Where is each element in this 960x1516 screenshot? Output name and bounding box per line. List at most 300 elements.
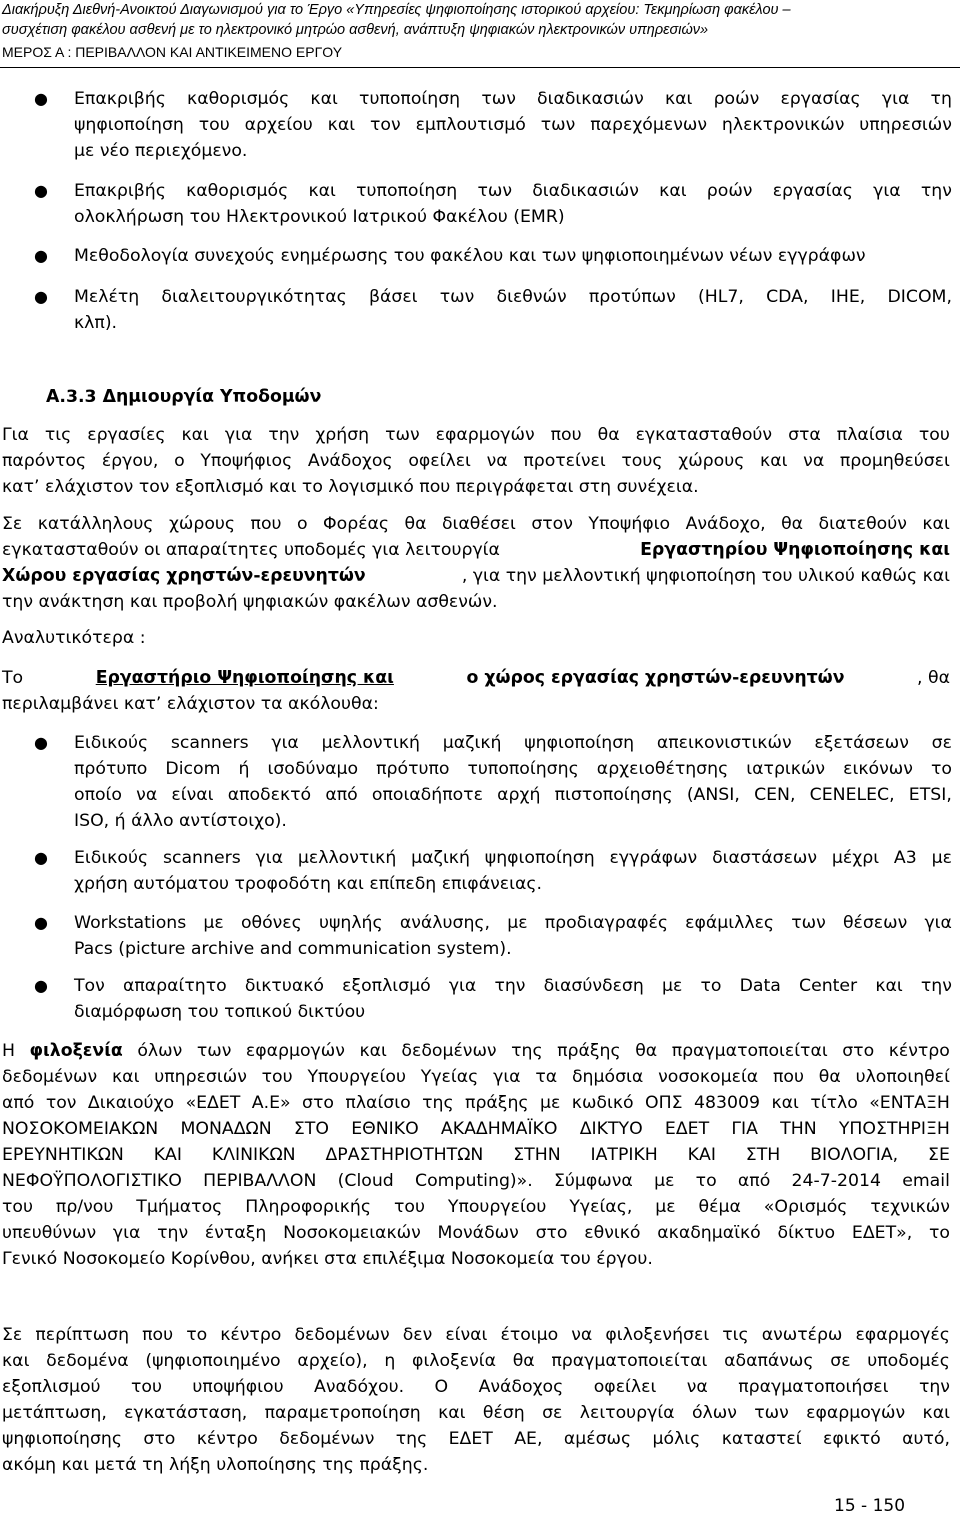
word: ο — [297, 514, 308, 534]
word: Center — [799, 976, 858, 996]
word: σε — [830, 1351, 851, 1371]
list-item-line: χρήση αυτόματου τροφοδότη και επίπεδη επιφάνειας. — [74, 874, 542, 894]
word: μέχρι — [831, 848, 880, 868]
word: καθορισμός — [186, 181, 289, 201]
bullet-icon: ● — [34, 733, 48, 752]
word: ΝΕΦΟΫΠΟΛΟΓΙΣΤΙΚΟ — [2, 1171, 182, 1191]
word: αυτό, — [902, 1429, 950, 1449]
word: στο — [143, 1429, 176, 1449]
word: προτείνει — [523, 451, 606, 471]
word: οποίο — [74, 785, 122, 805]
word: χρήση — [315, 425, 370, 445]
paragraph-hosting — [2, 1038, 950, 1272]
word: δεδομένων — [401, 1041, 497, 1061]
word: της — [395, 1429, 428, 1449]
word: του — [918, 425, 950, 445]
word: τυποποίηση — [356, 181, 458, 201]
word: δεδομένων — [279, 1429, 375, 1449]
word: στο — [535, 1223, 568, 1243]
paragraph-line — [2, 1322, 950, 1348]
word: Νοσοκομειακών — [283, 1223, 421, 1243]
word: (Cloud — [337, 1171, 394, 1191]
word: (ψηφιοποιημένο — [145, 1351, 281, 1371]
workspace-title: ο χώρος εργασίας χρηστών-ερευνητών — [466, 668, 845, 688]
paragraph-line: την ανάκτηση και προβολή ψηφιακών φακέλων ασθενών. — [2, 592, 498, 612]
word: Αναδόχου. — [314, 1377, 405, 1397]
word: που — [773, 1067, 804, 1087]
word: και — [771, 1093, 799, 1113]
word: αρχείου — [244, 115, 313, 135]
list-item-line: με νέο περιεχόμενο. — [74, 141, 248, 161]
list-item — [34, 284, 952, 336]
word: πραγματοποιείται — [671, 1041, 828, 1061]
word: για — [924, 913, 952, 933]
word: ΕΔΕΤ — [448, 1429, 493, 1449]
word: που — [550, 425, 582, 445]
paragraph-line — [2, 422, 950, 448]
word: ένταξη — [204, 1223, 267, 1243]
list-item — [34, 973, 952, 1025]
word: θα — [818, 1067, 841, 1087]
word: περίπτωση — [35, 1325, 130, 1345]
word: ΣΕ — [928, 1145, 950, 1165]
word: «Ορισμός — [763, 1197, 848, 1217]
hosting-start: Η — [2, 1041, 15, 1061]
word: είναι — [445, 1325, 488, 1345]
word: εργασίας — [780, 89, 861, 109]
word: ροών — [713, 89, 760, 109]
bullet-icon: ● — [34, 89, 48, 108]
word: υπηρεσιών — [154, 1067, 247, 1087]
word: ΓΙΑ — [731, 1119, 758, 1139]
word: (HL7, — [698, 287, 744, 307]
word: θέσεων — [842, 913, 908, 933]
word: παρόντος — [2, 451, 87, 471]
word: προμηθεύσει — [839, 451, 950, 471]
word: με — [203, 913, 224, 933]
word: Μελέτη — [74, 287, 140, 307]
word: υπηρεσιών — [859, 115, 952, 135]
list-item-line — [74, 284, 952, 310]
word: να — [136, 785, 158, 805]
word: ψηφιοποίηση — [524, 733, 635, 753]
word: και — [359, 1041, 387, 1061]
word: ΣΤΗ — [745, 1145, 781, 1165]
word: στα — [788, 425, 821, 445]
word: Ανάδοχο, — [685, 514, 766, 534]
list-item — [34, 730, 952, 834]
bullet-icon: ● — [34, 913, 48, 932]
word: Ο — [434, 1377, 449, 1397]
word: ΔΡΑΣΤΗΡΙΟΤΗΤΩΝ — [325, 1145, 484, 1165]
word: δημόσια — [571, 1067, 644, 1087]
word: εξοπλισμού — [2, 1377, 101, 1397]
word: θέση — [482, 1403, 525, 1423]
word: θα — [781, 514, 804, 534]
word: με — [661, 976, 683, 996]
word: ακαδημαϊκό — [657, 1223, 761, 1243]
paragraph-line — [2, 1142, 950, 1168]
word: πρότυπο — [74, 759, 148, 779]
word: των — [540, 115, 576, 135]
word: χώρους — [168, 514, 236, 534]
bullet-icon: ● — [34, 181, 48, 200]
word: παραμετροποίηση — [264, 1403, 421, 1423]
word: αρχή — [497, 785, 541, 805]
word: και — [308, 181, 336, 201]
word: πιστοποίησης — [554, 785, 673, 805]
section-title: Δημιουργία Υποδομών — [102, 387, 322, 407]
word: Επακριβής — [74, 181, 166, 201]
word: διαδικασιών — [532, 181, 639, 201]
word: με — [507, 913, 528, 933]
word: ΣΤΗΝ — [513, 1145, 561, 1165]
word: την — [157, 1223, 189, 1243]
list-item-line: ISO, ή άλλο αντίστοιχο). — [74, 811, 287, 831]
word: του — [131, 1377, 162, 1397]
word: η — [384, 1351, 396, 1371]
word: Τμήματος — [136, 1197, 223, 1217]
word: μελλοντική — [297, 848, 397, 868]
word: ΜΟΝΑΔΩΝ — [180, 1119, 272, 1139]
word: υψηλής — [318, 913, 383, 933]
word: πραγματοποιείται — [551, 1351, 708, 1371]
word: εφάμιλλες — [685, 913, 775, 933]
word: διεθνών — [496, 287, 567, 307]
paragraph-line — [2, 1194, 950, 1220]
word: στον — [531, 514, 573, 534]
word: αδαπάνως — [724, 1351, 814, 1371]
word: της — [422, 1093, 454, 1113]
word: δεδομένα — [46, 1351, 129, 1371]
word: διατεθούν — [818, 514, 907, 534]
word: το — [928, 1223, 950, 1243]
word: το — [695, 1171, 717, 1191]
word: ΟΠΣ — [645, 1093, 683, 1113]
paragraph-line — [2, 1220, 950, 1246]
word: την — [920, 976, 952, 996]
word: πλαίσιο — [345, 1093, 411, 1113]
word: το — [186, 1325, 208, 1345]
word: δεδομένων — [2, 1067, 98, 1087]
page-header — [2, 0, 958, 62]
list-item-line — [74, 730, 952, 756]
word: Τον — [74, 976, 105, 996]
word: δεδομένων — [294, 1325, 390, 1345]
word: με — [539, 1093, 561, 1113]
word: πλαίσια — [836, 425, 903, 445]
word: scanners — [170, 733, 249, 753]
word: ο — [174, 451, 185, 471]
word: και — [659, 181, 687, 201]
word: εφαρμογών — [435, 425, 535, 445]
word: να — [803, 451, 825, 471]
list-item-line — [74, 845, 952, 871]
word: της — [511, 1041, 543, 1061]
word: υπευθύνων — [2, 1223, 97, 1243]
word: και — [922, 1403, 950, 1423]
word: διαδικασιών — [537, 89, 644, 109]
word: Δικαιούχο — [87, 1093, 175, 1113]
paragraph-line: Γενικό Νοσοκομείο Κορίνθου, ανήκει στα επιλέξιμα Νοσοκομεία του έργου. — [2, 1249, 653, 1269]
word: με — [931, 848, 952, 868]
paragraph-line — [2, 1426, 950, 1452]
word: θα — [512, 1351, 535, 1371]
word: κωδικό — [571, 1093, 634, 1113]
word: μαζική — [442, 733, 502, 753]
infra-text: εγκατασταθούν οι απαραίτητες υποδομές για λειτουργία — [2, 540, 500, 560]
word: DICOM, — [887, 287, 952, 307]
word: 483009 — [694, 1093, 760, 1113]
word: ροών — [706, 181, 753, 201]
list-item-line: διαμόρφωση του τοπικού δικτύου — [74, 1002, 366, 1022]
word: ΑΕ, — [514, 1429, 543, 1449]
lab-intro-start: Το — [2, 668, 24, 688]
word: ιατρικών — [746, 759, 826, 779]
word: Ειδικούς — [74, 733, 149, 753]
word: απεικονιστικών — [656, 733, 792, 753]
header-line-2: συσχέτιση φακέλου ασθενή με το ηλεκτρονικό μητρώο ασθενή, ανάπτυξη ψηφιακών ηλεκτρονικών υπηρεσιών» — [2, 22, 709, 38]
word: των — [791, 913, 826, 933]
word: υποδομές — [867, 1351, 950, 1371]
word: και — [664, 89, 693, 109]
list-item-line: κλπ). — [74, 313, 118, 333]
word: μελλοντική — [321, 733, 420, 753]
word: Υποψήφιος — [200, 451, 293, 471]
word: διαθέσει — [441, 514, 516, 534]
word: για — [448, 976, 477, 996]
word: τη — [930, 89, 952, 109]
paragraph-line: κατ’ ελάχιστον τον εξοπλισμό και το λογισμικό που περιγράφεται στη συνέχεια. — [2, 477, 699, 497]
paragraph-line: περιλαμβάνει κατ’ ελάχιστον τα ακόλουθα: — [2, 694, 379, 714]
workspace-name: Χώρου εργασίας χρηστών-ερευνητών — [2, 566, 366, 586]
section-number: Α.3.3 — [46, 387, 97, 407]
word: εξοπλισμό — [342, 976, 431, 996]
word: για — [112, 1223, 141, 1243]
word: τυποποίηση — [359, 89, 461, 109]
word: ψηφιοποίηση — [74, 115, 184, 135]
word: που — [142, 1325, 174, 1345]
word: που — [250, 514, 282, 534]
bullet-icon: ● — [34, 246, 48, 265]
word: τυποποίησης — [467, 759, 579, 779]
paragraph-line — [2, 1400, 950, 1426]
infra-text: , για την μελλοντική ψηφιοποίηση του υλικού καθώς και — [461, 566, 950, 586]
word: θέμα — [698, 1197, 741, 1217]
word: ΒΙΟΛΟΓΙΑ, — [810, 1145, 899, 1165]
lab-title-underlined: Εργαστήριο Ψηφιοποίησης και — [95, 668, 394, 688]
word: Υγείας — [420, 1067, 479, 1087]
paragraph-line — [2, 1168, 950, 1194]
word: φιλοξενήσει — [605, 1325, 710, 1345]
word: εθνικό — [584, 1223, 641, 1243]
word: να — [686, 1377, 708, 1397]
word: στο — [302, 1093, 334, 1113]
word: ψηφιοποίησης — [2, 1429, 122, 1449]
word: και — [922, 514, 950, 534]
word: οθόνες — [240, 913, 302, 933]
paragraph-line — [2, 1116, 950, 1142]
word: εφαρμογές — [855, 1325, 950, 1345]
word: Computing)». — [415, 1171, 533, 1191]
word: την — [920, 181, 952, 201]
word: ανάλυσης, — [399, 913, 491, 933]
paragraph-line — [2, 1348, 950, 1374]
word: CEN, — [754, 785, 796, 805]
word: ΔΙΚΤΥΟ — [579, 1119, 643, 1139]
word: CENELEC, — [809, 785, 895, 805]
word: βάσει — [368, 287, 418, 307]
word: Α.Ε» — [251, 1093, 291, 1113]
paragraph-lab-intro — [2, 665, 950, 717]
page-number: 15 - 150 — [834, 1496, 906, 1516]
word: αρχείο), — [297, 1351, 368, 1371]
word: ETSI, — [908, 785, 952, 805]
word: όλων — [691, 1403, 737, 1423]
word: ΠΕΡΙΒΑΛΛΟΝ — [203, 1171, 317, 1191]
lab-name: Εργαστηρίου Ψηφιοποίησης και — [640, 540, 950, 560]
word: ΥΠΟΣΤΗΡΙΞΗ — [838, 1119, 950, 1139]
word: Υποψήφιο — [588, 514, 671, 534]
word: οποιαδήποτε — [371, 785, 483, 805]
list-item — [34, 910, 952, 962]
word: εφικτό — [822, 1429, 881, 1449]
word: μετάπτωση, — [2, 1403, 107, 1423]
word: ψηφιοποίηση — [484, 848, 595, 868]
word: προτύπων — [588, 287, 676, 307]
word: Ανάδοχος — [478, 1377, 564, 1397]
word: Μονάδων — [437, 1223, 519, 1243]
word: τα — [535, 1067, 558, 1087]
word: μαζική — [411, 848, 470, 868]
paragraph-infrastructure — [2, 511, 950, 615]
word: «ΕΝΤΑΞΗ — [869, 1093, 950, 1113]
word: με — [654, 1171, 675, 1191]
word: αμέσως — [563, 1429, 632, 1449]
word: τίτλο — [810, 1093, 858, 1113]
word: δίκτυο — [777, 1223, 836, 1243]
word: Υγείας, — [569, 1197, 633, 1217]
paragraph-line — [2, 1374, 950, 1400]
word: οφείλει — [593, 1377, 657, 1397]
bullet-icon: ● — [34, 976, 48, 995]
word: τις — [44, 425, 72, 445]
word: πράξης — [465, 1093, 529, 1113]
word: ΝΟΣΟΚΟΜΕΙΑΚΩΝ — [2, 1119, 159, 1139]
list-item — [34, 845, 952, 897]
word: του — [2, 1197, 33, 1217]
word: σε — [931, 733, 952, 753]
word: για — [224, 425, 253, 445]
word: δεν — [402, 1325, 433, 1345]
word: 24-7-2014 — [791, 1171, 881, 1191]
word: μόλις — [652, 1429, 701, 1449]
list-item-line — [74, 756, 952, 782]
word: παρεχόμενων — [590, 115, 707, 135]
word: των — [385, 425, 420, 445]
word: ΕΔΕΤ — [664, 1119, 710, 1139]
word: των — [196, 1041, 232, 1061]
word: πρ/νου — [55, 1197, 114, 1217]
word: και — [181, 425, 209, 445]
word: από — [737, 1171, 771, 1191]
word: θα — [635, 1041, 658, 1061]
word: Σύμφωνα — [553, 1171, 633, 1191]
word: καταστεί — [721, 1429, 802, 1449]
word: θα — [597, 425, 620, 445]
lab-intro-tail: , θα — [917, 668, 950, 688]
word: το — [930, 759, 952, 779]
word: κατάλληλους — [37, 514, 154, 534]
header-divider — [0, 67, 960, 68]
word: κέντρο — [220, 1325, 282, 1345]
word: (ANSI, — [686, 785, 740, 805]
word: δικτυακό — [244, 976, 324, 996]
word: θα — [404, 514, 427, 534]
word: αρχειοθέτησης — [596, 759, 729, 779]
paragraph-line — [2, 448, 950, 474]
word: ΕΡΕΥΝΗΤΙΚΩΝ — [2, 1145, 124, 1165]
paragraph-line — [2, 1038, 950, 1064]
word: Επακριβής — [74, 89, 166, 109]
word: για — [493, 1067, 521, 1087]
word: το — [700, 976, 722, 996]
word: χώρους — [678, 451, 745, 471]
word: τεχνικών — [870, 1197, 950, 1217]
part-title: ΜΕΡΟΣ Α : ΠΕΡΙΒΑΛΛΟΝ ΚΑΙ ΑΝΤΙΚΕΙΜΕΝΟ ΕΡΓΟΥ — [2, 44, 343, 60]
word: ηλεκτρονικών — [721, 115, 845, 135]
word: πράξης — [557, 1041, 621, 1061]
word: εξετάσεων — [814, 733, 909, 753]
word: ΚΛΙΝΙΚΩΝ — [211, 1145, 296, 1165]
word: πρότυπο — [376, 759, 450, 779]
list-item-line: Pacs (picture archive and communication system). — [74, 939, 512, 959]
word: και — [112, 1067, 140, 1087]
word: των — [481, 89, 516, 109]
details-label: Αναλυτικότερα : — [2, 628, 146, 648]
word: ΣΤΟ — [293, 1119, 329, 1139]
word: λειτουργία — [579, 1403, 675, 1423]
word: για — [271, 733, 299, 753]
word: απαραίτητο — [122, 976, 227, 996]
word: καθορισμός — [187, 89, 290, 109]
word: Για — [2, 425, 29, 445]
word: εμπλουτισμό — [415, 115, 526, 135]
word: Ειδικούς — [74, 848, 149, 868]
word: του — [393, 1197, 425, 1217]
list-item-line — [74, 86, 952, 112]
list-item-line — [74, 178, 952, 204]
word: των — [439, 287, 475, 307]
word: εγγράφων — [609, 848, 698, 868]
list-item — [34, 86, 952, 164]
word: τον — [45, 1093, 77, 1113]
list-item-line — [74, 910, 952, 936]
word: την — [494, 976, 526, 996]
word: εγκατάσταση, — [124, 1403, 248, 1423]
word: κέντρο — [196, 1429, 258, 1449]
word: έτοιμο — [500, 1325, 559, 1345]
list-item-line — [74, 782, 952, 808]
word: αποδεκτό — [227, 785, 312, 805]
hosting-keyword: φιλοξενία — [29, 1041, 123, 1061]
paragraph-line — [2, 1090, 950, 1116]
word: και — [2, 1351, 30, 1371]
word: Dicom — [165, 759, 221, 779]
word: Πληροφορικής — [245, 1197, 372, 1217]
word: Υπουργείου — [307, 1067, 406, 1087]
word: ΤΗΝ — [780, 1119, 817, 1139]
